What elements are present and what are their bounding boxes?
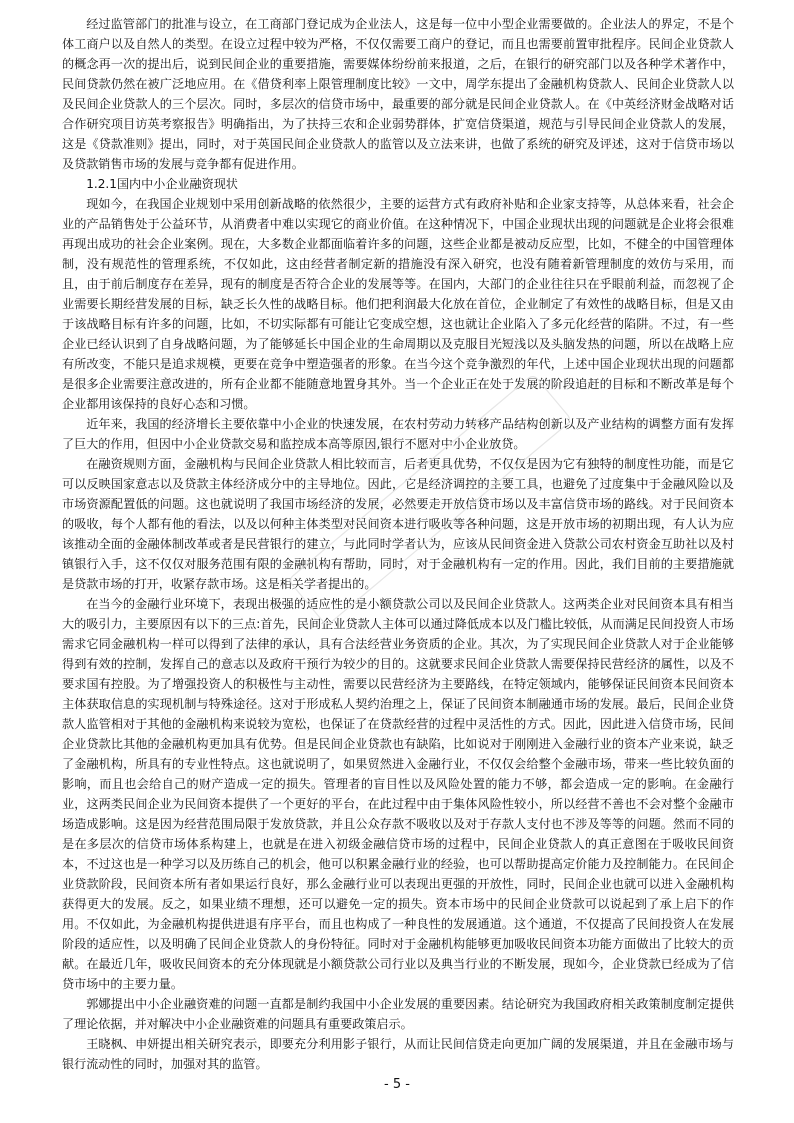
paragraph-guo-na: 郭娜提出中小企业融资难的问题一直都是制约我国中小企业发展的重要因素。结论研究为我国政府相关政策制度制定提供了理论依据，并对解决中小企业融资难的问题具有重要政策启示。	[62, 997, 734, 1031]
paragraph-financing-rules: 在融资规则方面，金融机构与民间企业贷款人相比较而言，后者更具优势，不仅仅是因为它有独特的制度性功能，而是它可以反映国家意志以及贷款主体经济成分中的主导地位。因此，它是经济调控的主要工具，也避免了过度集中于金融风险以及市场资源配置低的问题。这也就说明了我国市场经济的发展，必然要走开放信贷市场以及丰富信贷市场的路线。对于民间资本的吸收，每个人都有他的看法，以及以何种主体类型对民间资本进行吸收等各种问题，这是开放市场的初期出现，有人认为应该推动全面的金融体制改革或者是民营银行的建立，与此同时学者认为，应该从民间资金进入贷款公司农村资金互助社以及村镇银行入手，这不仅仅对服务范围有限的金融机构有帮助，同时，对于金融机构有一定的作用。因此，我们目前的主要措施就是贷款市场的打开，收紧存款市场。这是相关学者提出的。	[62, 457, 734, 591]
section-heading: 1.2.1国内中小企业融资现状	[86, 177, 238, 191]
paragraph-strategy: 现如今，在我国企业规划中采用创新战略的依然很少，主要的运营方式有政府补贴和企业家支持等，从总体来看，社会企业的产品销售处于公益环节，从消费者中难以实现它的商业价值。在这种情况下，中国企业现状出现的问题就是企业将会很难再现出成功的社会企业案例。现在，大多数企业都面临着许多的问题，这些企业都是被动反应型，比如，不健全的中国管理体制，没有规范性的管理系统，不仅如此，这由经营者制定新的措施没有深入研究，也没有随着新管理制度的效仿与采用，而且，由于前后制度存在差异，现有的制度是否符合企业的发展等等。在国内，大部门的企业往往只在乎眼前利益，而忽视了企业需要长期经营发展的目标，缺乏长久性的战略目标。他们把利润最大化放在首位，企业制定了有效性的战略目标，但是又由于该战略目标有许多的问题，比如，不切实际都有可能让它变成空想，这也就让企业陷入了多元化经营的陷阱。不过，有一些企业已经认识到了自身战略问题，为了能够延长中国企业的生命周期以及克服目光短浅以及头脑发热的问题，所以在战略上应有所改变，不能只是追求规模，更要在竞争中塑造强者的形象。在当今这个竞争激烈的年代，上述中国企业现状出现的问题都是很多企业需要注意改进的，所有企业都不能随意地置身其外。当一个企业正在处于发展的阶段追赶的目标和不断改革是每个企业都用该保持的良好心态和习惯。	[62, 197, 734, 411]
paragraph-industry-environment: 在当今的金融行业环境下，表现出极强的适应性的是小额贷款公司以及民间企业贷款人。这两类企业对民间资本具有相当大的吸引力，主要原因有以下的三点:首先，民间企业贷款人主体可以通过降低成本以及门槛比较低，从而满足民间投资人市场需求它同金融机构一样可以得到了法律的承认，具有合法经营业务资质的企业。其次，为了实现民间企业贷款人对于企业能够得到有效的控制，发挥自己的意志以及政府干预行为较少的目的。这就要求民间企业贷款人需要保持民营经济的属性，以及不要求国有控股。为了增强投资人的积极性与主动性，需要以民营经济为主要路线，在特定领域内，能够保证民间资本民间资本主体获取信息的实现机制与特殊途径。这对于形成私人契约治理之上，保证了民间资本制融通市场的发展。最后，民间企业贷款人监管相对于其他的金融机构来说较为宽松，也保证了在贷款经营的过程中灵活性的方式。因此，因此进入信贷市场，民间企业贷款比其他的金融机构更加具有优势。但是民间企业贷款也有缺陷，比如说对于刚刚进入金融行业的资本产业来说，缺乏了金融机构，所具有的专业性特点。这也就说明了，如果贸然进入金融行业，不仅仅会给整个金融市场，带来一些比较负面的影响，而且也会给自己的财产造成一定的损失。管理者的盲目性以及风险处置的能力不够，都会造成一定的影响。在金融行业，这两类民间企业为民间资本提供了一个更好的平台，在此过程中由于集体风险性较小，所以经营不善也不会对整个金融市场造成影响。这是因为经营范围局限于发放贷款，并且公众存款不吸收以及对于存款人支付也不涉及等等的问题。然而不同的是在多层次的信贷市场体系构建上，也就是在进入初级金融信贷市场的过程中，民间企业贷款人的真正意图在于吸收民间资本，不过这也是一种学习以及历练自己的机会，他可以积累金融行业的经验，也可以帮助提高定价能力及控制能力。在民间企业贷款阶段，民间资本所有者如果运行良好，那么金融行业可以表现出更强的开放性，同时，民间企业也就可以进入金融机构获得更大的发展。反之，如果业绩不理想，还可以避免一定的损失。资本市场中的民间企业贷款可以说起到了承上启下的作用。不仅如此，为金融机构提供进退有序平台，而且也构成了一种良性的发展通道。这个通道，不仅提高了民间投资人在发展阶段的适应性，以及明确了民间企业贷款人的身份特征。同时对于金融机构能够更加吸收民间资本功能方面做出了比较大的贡献。在最近几年，吸收民间资本的充分体现就是小额贷款公司行业以及典当行业的不断发展，现如今，企业贷款已经成为了信贷市场中的主要力量。	[62, 597, 734, 991]
paragraph-wang-xiaofeng: 王晓枫、申妍提出相关研究表示，即要充分利用影子银行，从而让民间信贷走向更加广阔的发展渠道，并且在金融市场与银行流动性的同时，加强对其的监管。	[62, 1037, 734, 1071]
paragraph-growth: 近年来，我国的经济增长主要依靠中小企业的快速发展，在农村劳动力转移产品结构创新以及产业结构的调整方面有发挥了巨大的作用，但因中小企业贷款交易和监控成本高等原因,银行不愿对中小企业放贷。	[62, 417, 734, 451]
page-number: - 5 -	[384, 1077, 410, 1092]
document-body	[62, 14, 734, 1074]
paragraph-intro: 经过监管部门的批准与设立，在工商部门登记成为企业法人，这是每一位中小型企业需要做的。企业法人的界定，不是个体工商户以及自然人的类型。在设立过程中较为严格，不仅仅需要工商户的登记，而且也需要前置审批程序。民间企业贷款人的概念再一次的提出后，说到民间企业的重要措施，需要媒体纷纷前来报道，之后，在银行的研究部门以及各种学术著作中，民间贷款仍然在被广泛地应用。在《借贷利率上限管理制度比较》一文中，周学东提出了金融机构贷款人、民间企业贷款人以及民间企业贷款人的三个层次。同时，多层次的信贷市场中，最重要的部分就是民间企业贷款人。在《中英经济财金战略对话合作研究项目访英考察报告》明确指出，为了扶持三农和企业弱势群体，扩宽信贷渠道，规范与引导民间企业贷款人的发展，这是《贷款准则》提出，同时，对于英国民间企业贷款人的监管以及立法来讲，也做了系统的研究及评述，这对于信贷市场以及贷款销售市场的发展与竞争都有促进作用。	[62, 17, 734, 171]
